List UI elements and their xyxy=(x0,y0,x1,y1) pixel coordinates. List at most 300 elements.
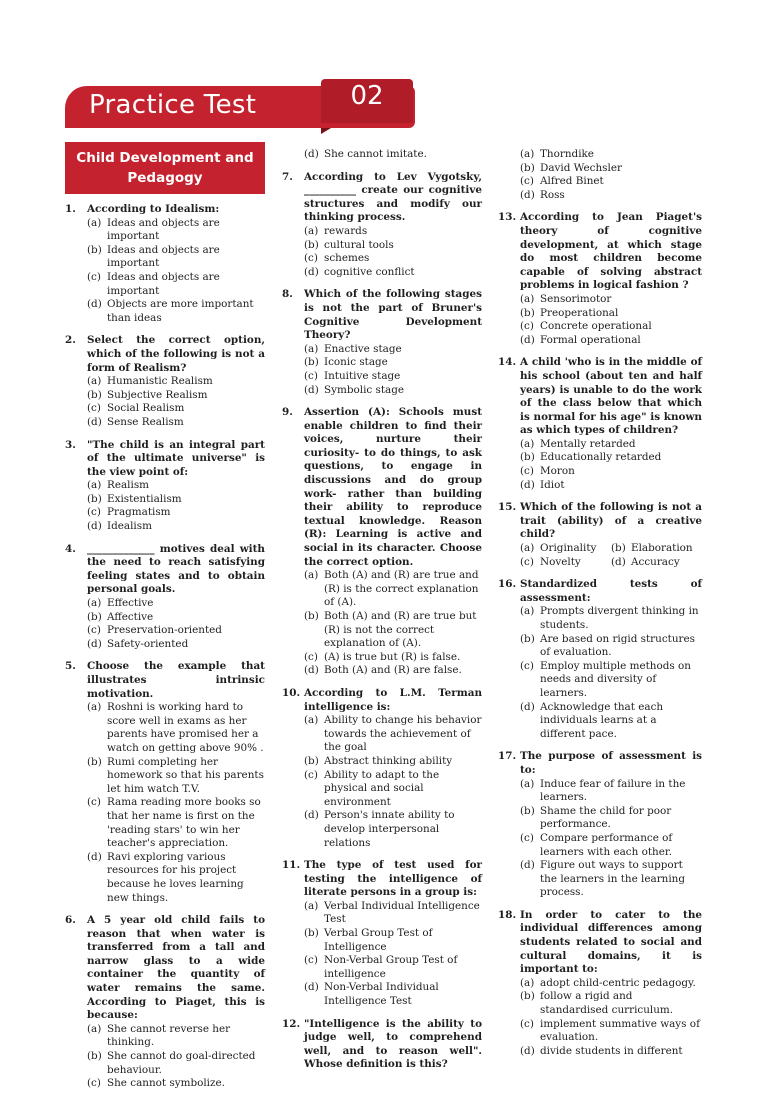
question-number: 1. xyxy=(65,203,76,215)
option-text: Both (A) and (R) are false. xyxy=(324,664,462,677)
option xyxy=(304,370,482,384)
option-letter: (b) xyxy=(611,542,626,555)
option-letter: (b) xyxy=(87,1050,102,1063)
option-letter: (d) xyxy=(87,415,102,428)
option-letter: (b) xyxy=(304,927,319,940)
option-text: Person's innate ability to develop interpersonal relations xyxy=(324,809,455,849)
question-text: Which of the following stages is not the part of Bruner's Cognitive Development Theory? xyxy=(304,288,482,342)
question xyxy=(65,914,265,1091)
option-text: Ability to change his behavior towards the achievement of the goal xyxy=(324,714,482,754)
option xyxy=(87,217,265,244)
option-text: Verbal Individual Intelligence Test xyxy=(324,899,480,926)
option xyxy=(520,189,702,203)
option-text: cultural tools xyxy=(324,238,394,251)
option xyxy=(520,162,702,176)
option-letter: (d) xyxy=(520,700,535,713)
option-letter: (b) xyxy=(520,804,535,817)
question xyxy=(498,501,702,569)
option-text: Originality xyxy=(540,542,597,555)
option-text: Moron xyxy=(540,465,575,478)
option-letter: (a) xyxy=(520,292,535,305)
option-letter: (c) xyxy=(520,1017,534,1030)
question-stem xyxy=(65,334,265,375)
option xyxy=(87,298,265,325)
question-text: Standardized tests of assessment: xyxy=(520,578,702,604)
option-letter: (b) xyxy=(520,306,535,319)
option-letter: (b) xyxy=(520,161,535,174)
option-text: She cannot imitate. xyxy=(324,148,427,160)
question-text: "The child is an integral part of the ultimate universe" is the view point of: xyxy=(87,438,265,478)
option-letter: (a) xyxy=(87,701,102,714)
question-number: 2. xyxy=(65,334,76,347)
option-letter: (d) xyxy=(520,478,535,491)
option-text: Compare performance of learners with each other. xyxy=(540,831,673,858)
question-text: _____________ motives deal with the need to reach satisfying feeling states and to obtain personal goals. xyxy=(87,542,265,596)
question-number: 7. xyxy=(282,170,293,183)
option xyxy=(304,384,482,398)
option-text: Affective xyxy=(107,610,154,623)
option-text: Ability to adapt to the physical and social environment xyxy=(324,768,440,808)
question xyxy=(65,334,265,429)
question-text: The type of test used for testing the intelligence of literate persons in a group is: xyxy=(304,859,482,899)
option-text: Verbal Group Test of Intelligence xyxy=(324,927,433,953)
practice-test-banner xyxy=(65,81,415,132)
option-letter: (a) xyxy=(87,597,102,610)
column-2-questions xyxy=(282,171,482,1072)
option-letter: (a) xyxy=(87,1022,102,1035)
option-letter: (a) xyxy=(520,777,535,790)
option-text: Thorndike xyxy=(540,148,594,160)
option xyxy=(304,610,482,651)
question-number: 8. xyxy=(282,288,293,301)
option-letter: (c) xyxy=(520,175,534,188)
option-text: David Wechsler xyxy=(540,161,622,174)
question-stem xyxy=(498,211,702,293)
option-letter: (d) xyxy=(520,1044,535,1057)
option-text: Accuracy xyxy=(631,555,680,568)
option xyxy=(304,954,482,981)
option-text: Employ multiple methods on needs and diversity of learners. xyxy=(540,659,691,699)
option-text: rewards xyxy=(324,224,368,237)
question-text: Which of the following is not a trait (ability) of a creative child? xyxy=(520,501,702,541)
option xyxy=(520,334,702,348)
option xyxy=(87,1050,265,1077)
question-number: 10. xyxy=(282,686,301,699)
question-number: 14. xyxy=(498,356,517,369)
option-letter: (a) xyxy=(304,224,319,237)
question-number: 11. xyxy=(282,859,301,872)
option-text: Induce fear of failure in the learners. xyxy=(540,777,686,804)
question-text: A 5 year old child fails to reason that when water is transferred from a tall and narrow glass to a wide container the quantity of water remains the same. According to Piaget, this is because: xyxy=(87,914,265,1022)
option-text: Alfred Binet xyxy=(540,175,604,188)
option-letter: (a) xyxy=(304,714,319,727)
question-number: 17. xyxy=(498,750,517,763)
option xyxy=(87,597,265,611)
option-letter: (a) xyxy=(304,342,319,355)
option-letter: (b) xyxy=(304,610,319,622)
option-letter: (a) xyxy=(304,899,319,912)
question-text: According to Idealism: xyxy=(87,203,220,215)
option xyxy=(304,225,482,239)
option xyxy=(520,479,702,493)
question-number: 3. xyxy=(65,438,76,451)
option xyxy=(520,605,702,632)
question-text: According to Lev Vygotsky, __________ create our cognitive structures and modify our thinking process. xyxy=(304,170,482,224)
option-letter: (d) xyxy=(87,298,102,311)
option-text: adopt child-centric pedagogy. xyxy=(540,976,696,989)
question-stem xyxy=(282,1018,482,1072)
option xyxy=(87,479,265,493)
question-number: 4. xyxy=(65,542,76,555)
option-letter: (b) xyxy=(87,610,102,623)
question-text: "Intelligence is the ability to judge well, to comprehend well, and to reason well". Whose definition is this? xyxy=(304,1017,482,1071)
option-letter: (c) xyxy=(87,506,101,519)
option xyxy=(520,805,702,832)
option-text: Preoperational xyxy=(540,306,619,319)
column-1-questions xyxy=(65,203,265,1091)
option-letter: (d) xyxy=(87,520,102,533)
question xyxy=(65,203,265,325)
option xyxy=(87,416,265,430)
option xyxy=(520,660,702,701)
option-text: schemes xyxy=(324,252,370,265)
option-text: Non-Verbal Group Test of intelligence xyxy=(324,954,458,980)
section-title: Child Development and Pedagogy xyxy=(65,142,265,194)
column-3-questions xyxy=(498,211,702,1058)
option-letter: (d) xyxy=(87,637,102,650)
option-letter: (b) xyxy=(520,451,535,464)
option xyxy=(520,438,702,452)
option-text: Social Realism xyxy=(107,402,185,415)
option-text: Shame the child for poor performance. xyxy=(540,804,672,831)
option-letter: (b) xyxy=(304,754,319,767)
option-text: implement summative ways of evaluation. xyxy=(540,1017,700,1044)
option xyxy=(304,769,482,810)
option xyxy=(520,148,702,162)
option xyxy=(520,556,611,570)
option xyxy=(520,778,702,805)
question-text: Assertion (A): Schools must enable children to find their voices, nurture their curiosity- to do things, to ask questions, to engage in discussions and do group work- rather than building their ability to reproduce textual knowledge. Reason (R): Learning is active and social in its character. Choose the correct option. xyxy=(304,406,482,568)
question-text: According to Jean Piaget's theory of cognitive development, at which stage do most children become capable of solving abstract problems in logical fashion ? xyxy=(520,211,702,292)
option-letter: (a) xyxy=(520,437,535,450)
question xyxy=(498,356,702,492)
option xyxy=(87,244,265,271)
question-stem xyxy=(498,501,702,542)
option-text: Sensorimotor xyxy=(540,292,612,305)
question-stem xyxy=(65,439,265,480)
option xyxy=(87,402,265,416)
option-grid xyxy=(520,542,702,569)
question-stem xyxy=(65,543,265,597)
option xyxy=(520,542,611,556)
banner-number: 02 xyxy=(350,81,384,111)
question-stem xyxy=(498,909,702,977)
question xyxy=(65,543,265,652)
option xyxy=(520,701,702,742)
option-text: Effective xyxy=(107,597,154,610)
option xyxy=(520,175,702,189)
option xyxy=(520,832,702,859)
question-stem xyxy=(282,171,482,225)
question-number: 9. xyxy=(282,406,293,419)
option-letter: (a) xyxy=(520,148,535,160)
option-text: Symbolic stage xyxy=(324,383,405,396)
question-stem xyxy=(65,914,265,1023)
option-letter: (a) xyxy=(87,375,102,388)
option-text: Ravi exploring various resources for his project because he loves learning new things. xyxy=(107,850,244,904)
option-letter: (d) xyxy=(520,859,535,872)
option-text: She cannot symbolize. xyxy=(107,1077,225,1090)
option xyxy=(611,556,702,570)
question xyxy=(65,439,265,534)
option xyxy=(304,755,482,769)
option-letter: (c) xyxy=(304,252,318,265)
option xyxy=(87,756,265,797)
question xyxy=(282,406,482,678)
question-text: Select the correct option, which of the following is not a form of Realism? xyxy=(87,334,265,374)
option-letter: (d) xyxy=(304,981,319,994)
option xyxy=(304,664,482,678)
question xyxy=(282,687,482,850)
option-letter: (b) xyxy=(87,492,102,505)
option-text: Ideas and objects are important xyxy=(107,216,220,243)
option xyxy=(304,343,482,357)
option-text: Roshni is working hard to score well in exams as her parents have promised her a watch on getting above 90% . xyxy=(107,701,264,754)
option-letter: (a) xyxy=(520,976,535,989)
question-number: 16. xyxy=(498,578,517,591)
option-text: Existentialism xyxy=(107,492,182,505)
option-letter: (b) xyxy=(304,356,319,369)
option-letter: (b) xyxy=(520,990,535,1003)
option-letter: (b) xyxy=(87,755,102,768)
option-text: She cannot do goal-directed behaviour. xyxy=(107,1050,256,1076)
option xyxy=(304,714,482,755)
option xyxy=(520,1045,702,1059)
question-stem xyxy=(282,859,482,900)
question-number: 5. xyxy=(65,660,76,673)
column-3 xyxy=(498,148,702,1067)
option xyxy=(520,465,702,479)
question-stem xyxy=(282,406,482,569)
option-letter: (c) xyxy=(87,624,101,637)
question-text: The purpose of assessment is to: xyxy=(520,750,702,776)
option-text: Concrete operational xyxy=(540,320,652,333)
option-letter: (b) xyxy=(520,632,535,645)
option xyxy=(304,266,482,280)
option-text: Iconic stage xyxy=(324,356,388,369)
option-letter: (a) xyxy=(520,542,535,555)
option xyxy=(520,320,702,334)
option xyxy=(87,796,265,850)
option-text: Realism xyxy=(107,479,149,492)
question xyxy=(282,171,482,280)
option-letter: (c) xyxy=(304,369,318,382)
question-stem xyxy=(498,578,702,605)
option-letter: (a) xyxy=(304,569,319,582)
option-letter: (c) xyxy=(304,954,318,967)
option-text: Acknowledge that each individuals learns at a different pace. xyxy=(540,700,664,740)
option-text: Are based on rigid structures of evaluation. xyxy=(540,632,695,659)
option-letter: (c) xyxy=(520,555,534,568)
option-text: Sense Realism xyxy=(107,415,184,428)
question-text: Choose the example that illustrates intrinsic motivation. xyxy=(87,660,265,700)
option-text: Humanistic Realism xyxy=(107,375,213,388)
option-letter: (c) xyxy=(520,659,534,672)
option-letter: (c) xyxy=(304,768,318,781)
option xyxy=(304,900,482,927)
column-1 xyxy=(65,142,265,1100)
option-letter: (b) xyxy=(304,238,319,251)
question-number: 12. xyxy=(282,1017,301,1030)
option xyxy=(87,611,265,625)
question xyxy=(498,578,702,741)
option xyxy=(87,638,265,652)
option xyxy=(520,977,702,991)
option xyxy=(304,927,482,954)
option-letter: (c) xyxy=(87,1077,101,1090)
option xyxy=(87,1077,265,1091)
option xyxy=(304,239,482,253)
option-letter: (a) xyxy=(87,479,102,492)
question xyxy=(282,859,482,1009)
column-2 xyxy=(282,148,482,1081)
banner-title: Practice Test xyxy=(89,90,257,120)
question-number: 18. xyxy=(498,908,517,921)
question xyxy=(498,750,702,900)
option xyxy=(87,701,265,755)
option xyxy=(520,1018,702,1045)
option-letter: (c) xyxy=(520,465,534,478)
option-letter: (d) xyxy=(304,148,319,160)
option-text: (A) is true but (R) is false. xyxy=(324,650,461,663)
option-text: follow a rigid and standardised curriculum. xyxy=(540,990,674,1017)
question-text: In order to cater to the individual differences among students related to social and cultural domains, it is important to: xyxy=(520,908,702,976)
question-stem xyxy=(498,750,702,777)
question-stem xyxy=(282,687,482,714)
option-text: Ross xyxy=(540,188,565,201)
option-text: divide students in different xyxy=(540,1044,683,1057)
option-letter: (d) xyxy=(611,555,626,568)
option-text: Subjective Realism xyxy=(107,388,208,401)
question-number: 13. xyxy=(498,211,517,224)
banner-number-tab xyxy=(321,79,413,123)
option-text: Novelty xyxy=(540,555,581,568)
option xyxy=(87,271,265,298)
option-text: cognitive conflict xyxy=(324,265,415,278)
option-letter: (d) xyxy=(304,664,319,677)
option xyxy=(304,569,482,610)
option-text: Enactive stage xyxy=(324,342,402,355)
question-number: 15. xyxy=(498,501,517,514)
option-text: Abstract thinking ability xyxy=(324,754,453,767)
option xyxy=(611,542,702,556)
option xyxy=(87,520,265,534)
option-letter: (d) xyxy=(304,383,319,396)
option-text: Pragmatism xyxy=(107,506,171,519)
question-number: 6. xyxy=(65,914,76,927)
option-text: Idealism xyxy=(107,520,152,533)
option-text: Objects are more important than ideas xyxy=(107,298,254,324)
option-text: Both (A) and (R) are true and (R) is the correct explanation of (A). xyxy=(324,569,479,609)
question xyxy=(282,288,482,397)
option-text: Ideas and objects are important xyxy=(107,243,220,270)
option-letter: (c) xyxy=(304,650,318,663)
option xyxy=(520,307,702,321)
option-letter: (c) xyxy=(87,270,101,283)
question-text: A child 'who is in the middle of his school (about ten and half years) is unable to do the work of the class below that which is normal for his age" is known as which types of children? xyxy=(520,356,702,437)
option-text: She cannot reverse her thinking. xyxy=(107,1022,231,1049)
option-text: Preservation-oriented xyxy=(107,624,222,637)
option-text: Both (A) and (R) are true but (R) is not the correct explanation of (A). xyxy=(324,610,477,650)
option-text: Rama reading more books so that her name is first on the 'reading stars' to win her teacher's appreciation. xyxy=(107,796,261,850)
question-stem xyxy=(498,356,702,438)
option xyxy=(87,624,265,638)
option-text: Rumi completing her homework so that his parents let him watch T.V. xyxy=(107,755,264,795)
option-letter: (b) xyxy=(87,243,102,256)
option-text: Safety-oriented xyxy=(107,637,189,650)
question xyxy=(65,660,265,905)
option-text: Elaboration xyxy=(631,542,693,555)
option xyxy=(87,389,265,403)
option-letter: (d) xyxy=(520,188,535,201)
question-stem xyxy=(282,288,482,342)
option xyxy=(520,293,702,307)
option-text: Prompts divergent thinking in students. xyxy=(540,605,699,631)
option xyxy=(87,493,265,507)
continued-option xyxy=(304,148,482,162)
option xyxy=(87,1023,265,1050)
option xyxy=(520,859,702,900)
option xyxy=(87,851,265,905)
option xyxy=(304,252,482,266)
question-stem xyxy=(65,660,265,701)
option xyxy=(87,375,265,389)
option-text: Educationally retarded xyxy=(540,451,662,464)
option-text: Figure out ways to support the learners in the learning process. xyxy=(540,859,686,899)
option-letter: (c) xyxy=(520,831,534,844)
option-letter: (c) xyxy=(87,796,101,809)
option-text: Ideas and objects are important xyxy=(107,270,220,297)
question-text: According to L.M. Terman intelligence is: xyxy=(304,686,482,713)
option xyxy=(304,356,482,370)
option-letter: (a) xyxy=(520,605,535,618)
option-letter: (d) xyxy=(304,809,319,822)
option-text: Mentally retarded xyxy=(540,437,636,450)
option-text: Non-Verbal Individual Intelligence Test xyxy=(324,981,439,1008)
continued-options xyxy=(498,148,702,202)
banner-fold xyxy=(321,128,331,134)
option-letter: (c) xyxy=(520,320,534,333)
question xyxy=(282,1018,482,1072)
option-text: Idiot xyxy=(540,478,565,491)
option xyxy=(304,651,482,665)
option xyxy=(520,990,702,1017)
option-letter: (d) xyxy=(304,265,319,278)
option-text: Intuitive stage xyxy=(324,369,401,382)
option xyxy=(304,981,482,1008)
option-letter: (d) xyxy=(87,850,102,863)
question xyxy=(498,909,702,1059)
option xyxy=(520,451,702,465)
option-letter: (a) xyxy=(87,216,102,229)
option-text: Formal operational xyxy=(540,333,641,346)
option-letter: (b) xyxy=(87,388,102,401)
option xyxy=(87,506,265,520)
option xyxy=(520,633,702,660)
option-letter: (d) xyxy=(520,333,535,346)
option-letter: (c) xyxy=(87,402,101,415)
question xyxy=(498,211,702,347)
